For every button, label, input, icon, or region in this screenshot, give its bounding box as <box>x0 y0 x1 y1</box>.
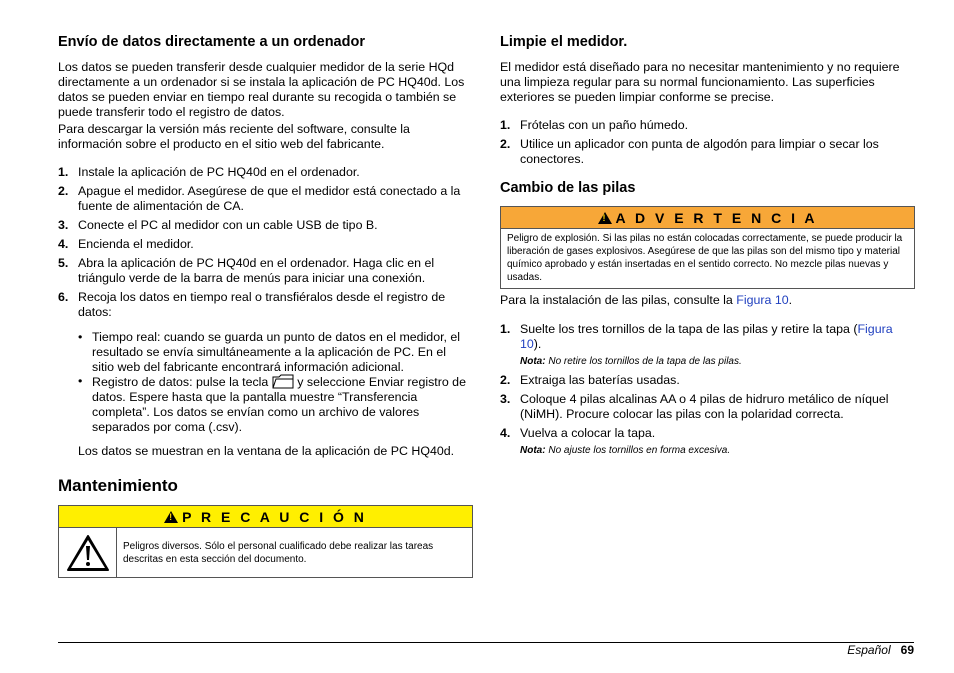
step-3: 3. Conecte el PC al medidor con un cable USB de tipo B. <box>58 218 378 232</box>
step-5: 5. Abra la aplicación de PC HQ40d en el ordenador. Haga clic en el triángulo verde de la barra de menús para iniciar una conexión. <box>58 256 435 285</box>
note-1: Nota: No retire los tornillos de la tapa de las pilas. <box>520 356 742 367</box>
note-2: Nota: No ajuste los tornillos en forma excesiva. <box>520 445 731 456</box>
figure-10-link[interactable]: Figura 10 <box>736 293 789 307</box>
warning-box <box>500 206 915 289</box>
caution-header: ! P R E C A U C I Ó N <box>59 506 472 528</box>
step-4: 4. Encienda el medidor. <box>58 237 194 251</box>
section-heading-send-data: Envío de datos directamente a un ordenador <box>58 34 365 50</box>
figure-10-link[interactable]: Figura 10 <box>520 322 893 351</box>
section-heading-batteries: Cambio de las pilas <box>500 180 636 196</box>
step-6: 6. Recoja los datos en tiempo real o transfiéralos desde el registro de datos: <box>58 290 446 319</box>
caution-box <box>58 505 473 578</box>
battery-step-3: 3. Coloque 4 pilas alcalinas AA o 4 pilas de hidruro metálico de níquel (NiMH). Procure colocar las pilas con la polaridad correcta. <box>500 392 889 421</box>
paragraph-data-shown: Los datos se muestran en la ventana de la aplicación de PC HQ40d. <box>78 444 455 458</box>
folder-key-icon <box>272 374 294 389</box>
warning-triangle-icon <box>164 511 178 523</box>
warning-triangle-icon <box>598 212 612 224</box>
bullet-realtime: • Tiempo real: cuando se guarda un punto de datos en el medidor, el resultado se envía simultáneamente a la aplicación de PC. En el sitio web del fabricante encontrará información adicional. <box>78 330 461 374</box>
paragraph-install: Para la instalación de las pilas, consulte la Figura 10. <box>500 293 793 307</box>
paragraph-intro: Los datos se pueden transferir desde cualquier medidor de la serie HQd directamente a un ordenador si se instala la aplicación de PC HQ40d. Los datos se pueden enviar en tiempo real durante su recogida o también se puede transferir todo el registro de datos. <box>58 60 465 119</box>
clean-step-2: 2. Utilice un aplicador con punta de algodón para limpiar o secar los conectores. <box>500 137 879 166</box>
warning-header: ! A D V E R T E N C I A <box>501 207 914 229</box>
battery-step-1: 1. Suelte los tres tornillos de la tapa de las pilas y retire la tapa (Figura 10). <box>500 322 893 351</box>
footer-language: Español <box>847 643 891 657</box>
warning-text: Peligro de explosión. Si las pilas no están colocadas correctamente, se puede producir la liberación de gases explosivos. Asegúrese de que las pilas son del mismo tipo y material químico aprobado y están insertadas en el sentido correcto. No mezcle pilas nuevas y usadas. <box>507 233 903 283</box>
step-2: 2. Apague el medidor. Asegúrese de que el medidor está conectado a la fuente de alimentación de CA. <box>58 184 461 213</box>
paragraph-download: Para descargar la versión más reciente del software, consulte la información sobre el producto en el sitio web del fabricante. <box>58 122 410 151</box>
hazard-exclamation-icon <box>66 534 110 572</box>
caution-text: Peligros diversos. Sólo el personal cualificado debe realizar las tareas descritas en esta sección del documento. <box>123 540 434 565</box>
footer-divider <box>58 642 914 643</box>
battery-step-2: 2. Extraiga las baterías usadas. <box>500 373 680 387</box>
battery-step-4: 4. Vuelva a colocar la tapa. <box>500 426 656 440</box>
step-1: 1. Instale la aplicación de PC HQ40d en el ordenador. <box>58 165 360 179</box>
bullet-datalog: • Registro de datos: pulse la tecla y seleccione Enviar registro de datos. Espere hasta que la pantalla muestre “Transferencia completa”. Los datos se envían como un archivo de valores separados por coma (.csv). <box>78 374 466 434</box>
paragraph-clean: El medidor está diseñado para no necesitar mantenimiento y no requiere una limpieza regular para su normal funcionamiento. Las superficies exteriores se pueden limpiar conforme se precise. <box>500 60 900 104</box>
section-heading-clean: Limpie el medidor. <box>500 34 628 50</box>
clean-step-1: 1. Frótelas con un paño húmedo. <box>500 118 689 132</box>
page-number: 69 <box>900 643 914 657</box>
section-heading-maintenance: Mantenimiento <box>58 476 178 495</box>
footer <box>847 643 914 657</box>
